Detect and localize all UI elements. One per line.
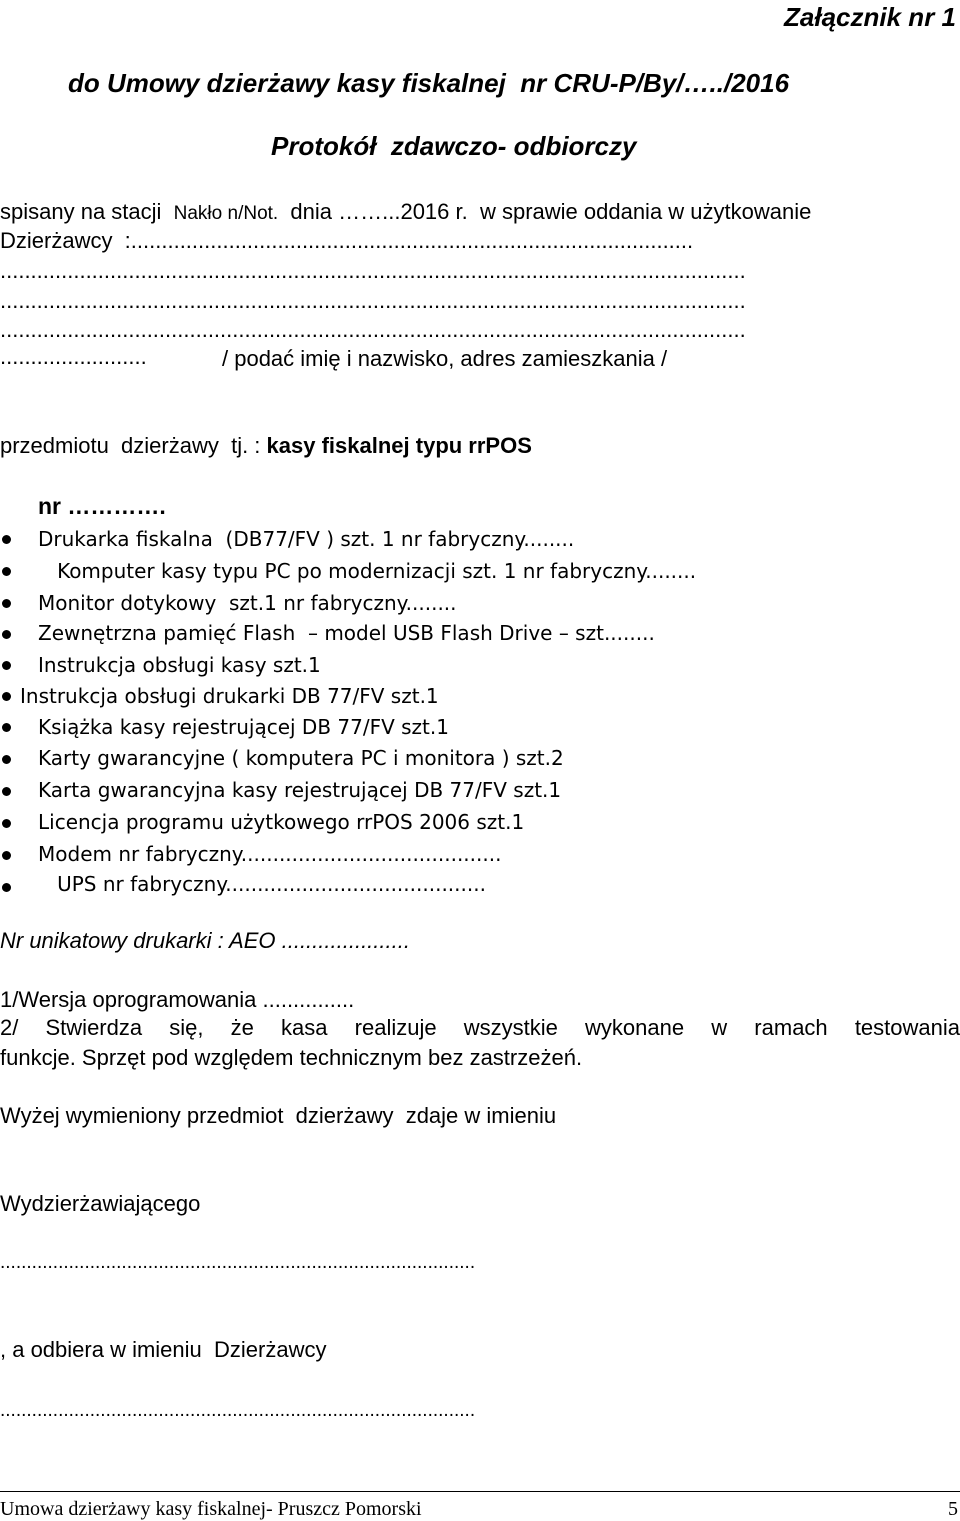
lessee-hint: / podać imię i nazwisko, adres zamieszkania / xyxy=(222,346,668,371)
station-name: Nakło n/Not. xyxy=(173,203,279,224)
receiver-signature-line: .......................................................................................... xyxy=(0,1400,476,1421)
handover-text: Wyżej wymieniony przedmiot dzierżawy zdaje w imieniu xyxy=(0,1103,557,1128)
bullet-icon xyxy=(2,883,11,892)
lessor-label: Wydzierżawiającego xyxy=(0,1191,201,1216)
lessee-dots-4: ........................ xyxy=(0,344,147,369)
footer-title: Umowa dzierżawy kasy fiskalnej- Pruszcz Pomorski xyxy=(0,1498,422,1520)
bullet-icon xyxy=(2,535,11,544)
lessee-dots-2: .......................................................................................................................... xyxy=(0,288,746,313)
protocol-title: Protokół zdawczo- odbiorczy xyxy=(271,131,637,161)
printer-unique-number: Nr unikatowy drukarki : AEO ..................... xyxy=(0,928,410,953)
bullet-icon xyxy=(2,630,11,639)
bullet-icon xyxy=(2,819,11,828)
bullet-icon xyxy=(2,567,11,576)
footer-divider xyxy=(0,1491,960,1492)
intro-line-1 xyxy=(0,199,811,227)
bullet-icon xyxy=(2,599,11,608)
bullet-icon xyxy=(2,723,11,732)
subject-value: kasy fiskalnej typu rrPOS xyxy=(266,433,532,458)
page-number: 5 xyxy=(948,1498,958,1520)
intro-text-c: dnia ……...2016 r. w sprawie oddania w użytkowanie xyxy=(278,199,812,224)
lessee-line: Dzierżawcy :............................................................................................ xyxy=(0,228,694,253)
subject-line xyxy=(0,433,532,459)
subject-label: przedmiotu dzierżawy tj. : xyxy=(0,433,267,458)
lessee-dots-1: .......................................................................................................................... xyxy=(0,258,746,283)
bullet-icon xyxy=(2,692,11,701)
bullet-icon xyxy=(2,851,11,860)
intro-text-a: spisany na stacji xyxy=(0,199,174,224)
statement-line-2: funkcje. Sprzęt pod względem technicznym bez zastrzeżeń. xyxy=(0,1045,583,1070)
subject-nr: nr …………. xyxy=(38,493,166,519)
lessee-dots-3: .......................................................................................................................... xyxy=(0,317,746,342)
statement-line-1: 2/ Stwierdza się, że kasa realizuje wszystkie wykonane w ramach testowania xyxy=(0,1015,960,1040)
receiver-label: , a odbiera w imieniu Dzierżawcy xyxy=(0,1337,327,1362)
lessor-signature-line: .......................................................................................... xyxy=(0,1252,476,1273)
bullet-icon xyxy=(2,787,11,796)
bullet-icon xyxy=(2,661,11,670)
annex-label: Załącznik nr 1 xyxy=(784,2,956,32)
software-version: 1/Wersja oprogramowania ............... xyxy=(0,987,355,1012)
contract-title: do Umowy dzierżawy kasy fiskalnej nr CRU-P/By/…../2016 xyxy=(68,68,790,98)
bullet-icon xyxy=(2,755,11,764)
